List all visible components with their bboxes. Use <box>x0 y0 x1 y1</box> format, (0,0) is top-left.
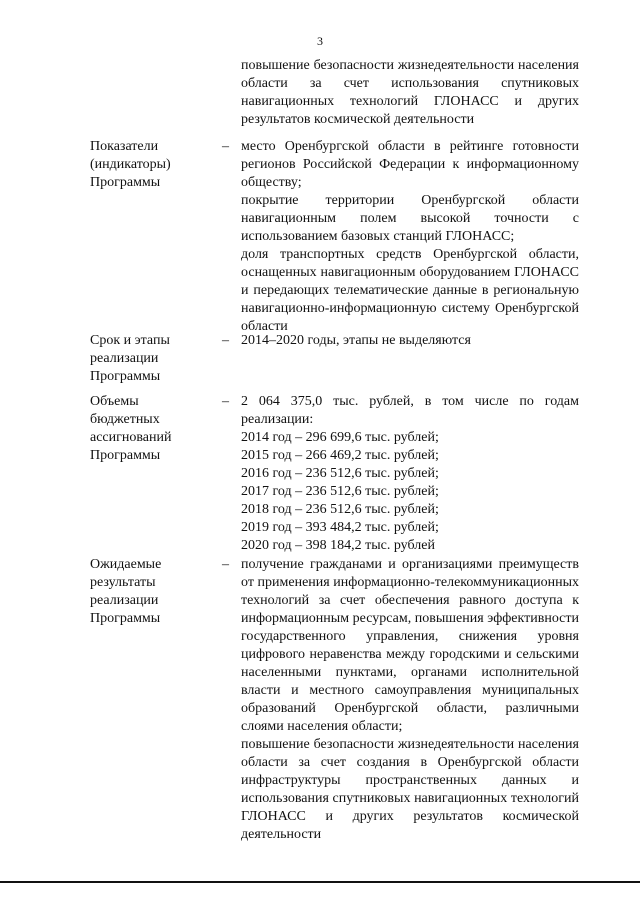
label-line: (индикаторы) <box>90 157 171 172</box>
paragraph: место Оренбургской области в рейтинге готовности регионов Российской Федерации к информационному обществу; <box>241 139 579 190</box>
budget-year-line: 2014 год – 296 699,6 тыс. рублей; <box>241 430 439 445</box>
section-content <box>241 556 579 844</box>
paragraph: получение гражданами и организациями преимуществ от применения информационно-телекоммуникационных технологий за счет обеспечения равного доступа к информационным ресурсам, повышения эффективности государственного управления, снижения уровня цифрового неравенства между городскими и сельскими населенными пунктами, органами исполнительной власти и местного самоуправления муниципальных образований Оренбургской области, различными слоями населения области; <box>241 557 579 734</box>
dash: – <box>222 394 229 409</box>
budget-year-line: 2020 год – 398 184,2 тыс. рублей <box>241 538 435 553</box>
budget-year-line: 2019 год – 393 484,2 тыс. рублей; <box>241 520 439 535</box>
label-line: Ожидаемые <box>90 557 162 572</box>
label-line: Программы <box>90 175 161 190</box>
budget-year-line: 2017 год – 236 512,6 тыс. рублей; <box>241 484 439 499</box>
paragraph: доля транспортных средств Оренбургской области, оснащенных навигационным оборудованием ГЛОНАСС и передающих телематические данные в региональную навигационно-информационную систему Оренбургской области <box>241 247 579 334</box>
section-label <box>90 138 210 192</box>
label-line: Программы <box>90 369 161 384</box>
section-content <box>241 332 579 350</box>
paragraph: повышение безопасности жизнедеятельности населения области за счет создания в Оренбургской области инфраструктуры пространственных данных и использования спутниковых навигационных технологий ГЛОНАСС и других результатов космической деятельности <box>241 737 579 842</box>
page-number: 3 <box>317 34 323 48</box>
budget-year-line: 2016 год – 236 512,6 тыс. рублей; <box>241 466 439 481</box>
label-line: Объемы <box>90 394 139 409</box>
budget-year-line: 2015 год – 266 469,2 тыс. рублей; <box>241 448 439 463</box>
section-label <box>90 556 210 628</box>
label-line: Показатели <box>90 139 159 154</box>
label-line: результаты <box>90 575 156 590</box>
paragraph: 2014–2020 годы, этапы не выделяются <box>241 333 471 348</box>
paragraph: покрытие территории Оренбургской области навигационным полем высокой точности с использованием базовых станций ГЛОНАСС; <box>241 193 579 244</box>
bottom-rule <box>0 881 640 883</box>
dash: – <box>222 139 229 154</box>
label-line: реализации <box>90 593 159 608</box>
section-label <box>90 332 210 386</box>
section-content <box>241 393 579 555</box>
label-line: реализации <box>90 351 159 366</box>
section-label <box>90 393 210 465</box>
dash: – <box>222 557 229 572</box>
label-line: Программы <box>90 448 161 463</box>
continuation-text: повышение безопасности жизнедеятельности населения области за счет использования спутниковых навигационных технологий ГЛОНАСС и других результатов космической деятельности <box>241 58 579 127</box>
label-line: бюджетных <box>90 412 160 427</box>
budget-intro: 2 064 375,0 тыс. рублей, в том числе по годам реализации: <box>241 394 579 427</box>
label-line: Срок и этапы <box>90 333 170 348</box>
dash: – <box>222 333 229 348</box>
label-line: Программы <box>90 611 161 626</box>
budget-year-line: 2018 год – 236 512,6 тыс. рублей; <box>241 502 439 517</box>
label-line: ассигнований <box>90 430 172 445</box>
section-content <box>241 138 579 336</box>
